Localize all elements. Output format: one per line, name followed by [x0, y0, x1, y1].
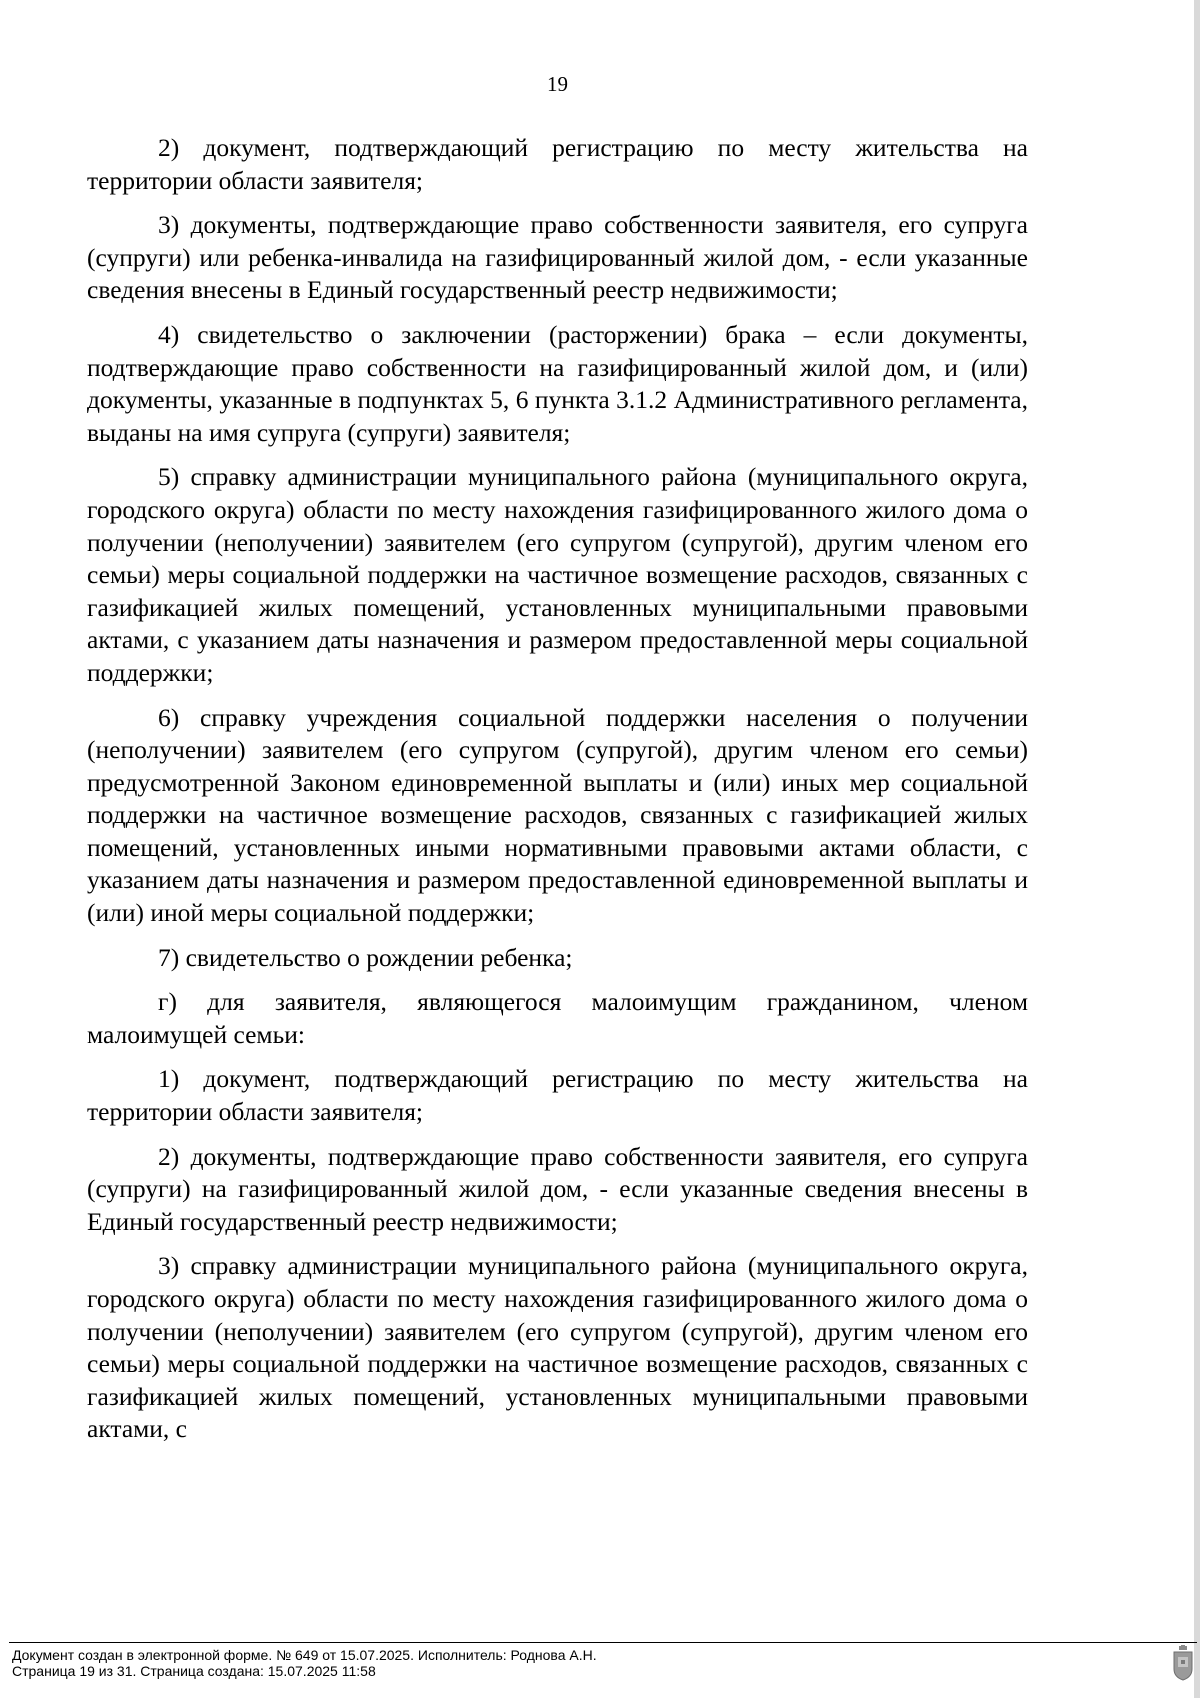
- paragraph-g-item-3-municipal-certificate: 3) справку администрации муниципального района (муниципального округа, городского округа) области по месту нахождения газифицированного жилого дома о получении (неполучении) заявителем (его супругом (супругой), другим членом его семьи) меры социальной поддержки на частичное возмещение расходов, связанных с газификацией жилых помещений, установленных муниципальными правовыми актами, с: [87, 1251, 1028, 1444]
- paragraph-subsection-g: г) для заявителя, являющегося малоимущим гражданином, членом малоимущей семьи:: [87, 987, 1028, 1049]
- document-body: [87, 132, 1028, 1446]
- footer-divider: [9, 1642, 1197, 1643]
- page-edge-shadow: [1194, 0, 1200, 1698]
- paragraph-item-7-birth-certificate: 7) свидетельство о рождении ребенка;: [158, 942, 573, 972]
- footer-document-info: Документ создан в электронной форме. № 649 от 15.07.2025. Исполнитель: Роднова А.Н.: [12, 1647, 597, 1663]
- coat-of-arms-icon: [1172, 1645, 1194, 1681]
- footer: [12, 1647, 1112, 1679]
- paragraph-g-item-1-registration: 1) документ, подтверждающий регистрацию по месту жительства на территории области заявителя;: [87, 1064, 1028, 1127]
- paragraph-item-2-registration: 2) документ, подтверждающий регистрацию по месту жительства на территории области заявителя;: [87, 133, 1028, 195]
- paragraph-item-6-social-support-certificate: 6) справку учреждения социальной поддержки населения о получении (неполучении) заявителем (его супругом (супругой), другим членом его семьи) предусмотренной Законом единовременной выплаты и (или) иных мер социальной поддержки на частичное возмещение расходов, связанных с газификацией жилых помещений, установленных иными нормативными правовыми актами области, с указанием даты назначения и размером предоставленной единовременной выплаты и (или) иной меры социальной поддержки;: [87, 702, 1028, 928]
- paragraph-item-4-marriage: 4) свидетельство о заключении (расторжении) брака – если документы, подтверждающие право собственности на газифицированный жилой дом, и (или) документы, указанные в подпунктах 5, 6 пункта 3.1.2 Административного регламента, выданы на имя супруга (супруги) заявителя;: [87, 319, 1028, 447]
- paragraph-g-item-2-ownership: 2) документы, подтверждающие право собственности заявителя, его супруга (супруги) на газифицированный жилой дом, - если указанные сведения внесены в Единый государственный реестр недвижимости;: [87, 1141, 1028, 1236]
- paragraph-item-3-ownership: 3) документы, подтверждающие право собственности заявителя, его супруга (супруги) или ребенка-инвалида на газифицированный жилой дом, - если указанные сведения внесены в Единый государственный реестр недвижимости;: [87, 210, 1028, 305]
- page-number: 19: [547, 72, 568, 96]
- paragraph-item-5-municipal-certificate: 5) справку администрации муниципального района (муниципального округа, городского округа) области по месту нахождения газифицированного жилого дома о получении (неполучении) заявителем (его супругом (супругой), другим членом его семьи) меры социальной поддержки на частичное возмещение расходов, связанных с газификацией жилых помещений, установленных муниципальными правовыми актами, с указанием даты назначения и размером предоставленной меры социальной поддержки;: [87, 462, 1028, 687]
- footer-page-info: Страница 19 из 31. Страница создана: 15.07.2025 11:58: [12, 1663, 376, 1679]
